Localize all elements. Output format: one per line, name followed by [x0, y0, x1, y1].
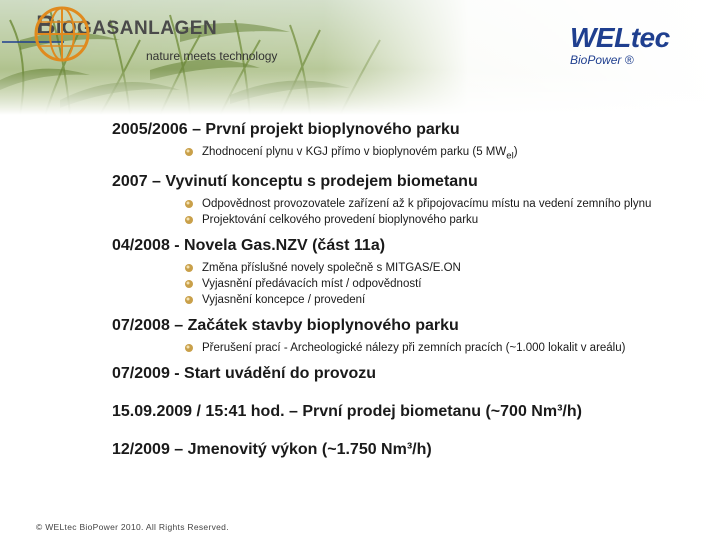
bullet-item: Odpovědnost provozovatele zařízení až k připojovacímu místu na vedení zemního plynu: [184, 196, 712, 212]
section-heading-15-09-2009: 15.09.2009 / 15:41 hod. – První prodej biometanu (~700 Nm³/h): [112, 403, 582, 421]
bullet-list-07-2008: [184, 340, 712, 356]
bullet-icon: [184, 295, 194, 305]
bullet-list-2005: [184, 144, 712, 164]
header-banner: [0, 0, 720, 115]
weltec-globe-icon: [0, 0, 190, 72]
bullet-item: Změna příslušné novely společně s MITGAS/E.ON: [184, 260, 712, 276]
bullet-icon: [184, 199, 194, 209]
bullet-item: Vyjasnění předávacích míst / odpovědností: [184, 276, 712, 292]
section-heading-07-2008: 07/2008 – Začátek stavby bioplynového parku: [112, 317, 459, 335]
bullet-list-2007: [184, 196, 712, 228]
bullet-icon: [184, 343, 194, 353]
bullet-icon: [184, 147, 194, 157]
bullet-item: Zhodnocení plynu v KGJ přímo v bioplynovém parku (5 $MW_{el}$): [184, 144, 712, 164]
bullet-icon: [184, 215, 194, 225]
timeline-content: [112, 120, 712, 460]
brand-tagline: nature meets technology: [146, 49, 278, 63]
footer-copyright: © WELtec BioPower 2010. All Rights Reserved.: [36, 522, 229, 532]
bullet-icon: [184, 263, 194, 273]
section-heading-12-2009: 12/2009 – Jmenovitý výkon (~1.750 Nm³/h): [112, 441, 432, 459]
logo-text: WELtec: [570, 22, 670, 53]
section-heading-2005: 2005/2006 – První projekt bioplynového parku: [112, 121, 460, 138]
bullet-item: Projektování celkového provedení bioplynového parku: [184, 212, 712, 228]
bullet-list-04-2008: [184, 260, 712, 308]
bullet-icon: [184, 279, 194, 289]
bullet-item: Přerušení prací - Archeologické nálezy při zemních pracích (~1.000 lokalit v areálu): [184, 340, 712, 356]
brand-title: Biogasanlagen: [36, 10, 218, 40]
bullet-item: Vyjasnění koncepce / provedení: [184, 292, 712, 308]
logo-subtext: BioPower ®: [570, 53, 634, 67]
section-heading-2007: 2007 – Vyvinutí konceptu s prodejem biometanu: [112, 173, 478, 191]
section-heading-04-2008: 04/2008 - Novela Gas.NZV (část 11a): [112, 237, 386, 255]
section-heading-07-2009: 07/2009 - Start uvádění do provozu: [112, 365, 377, 383]
